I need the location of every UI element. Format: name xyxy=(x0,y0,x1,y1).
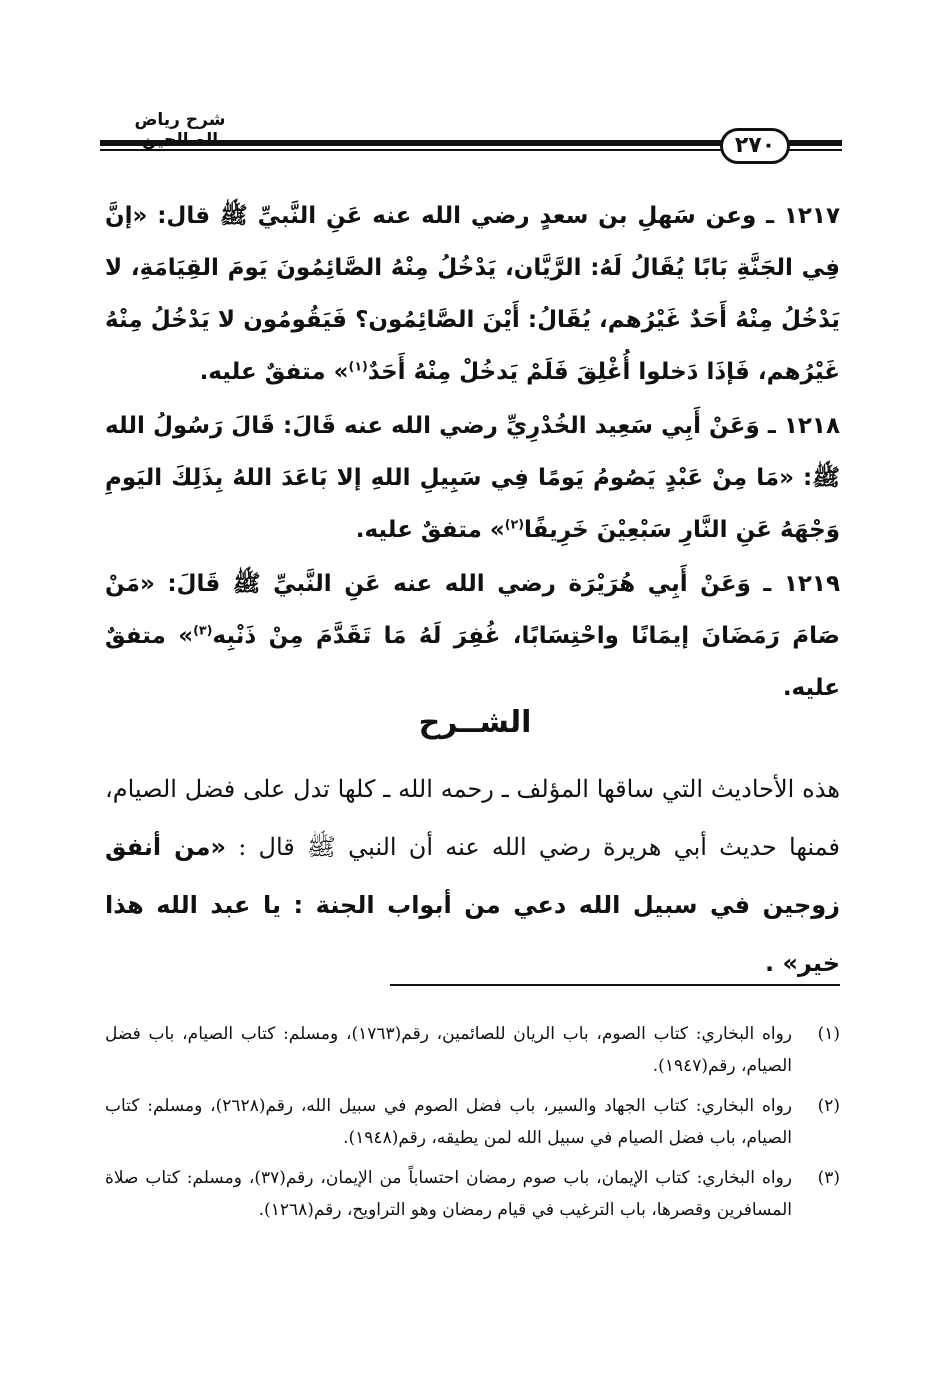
footnote-text: رواه البخاري: كتاب الصوم، باب الريان للصائمين، رقم(١٧٦٣)، ومسلم: كتاب الصيام، باب فضل الصيام، رقم(١٩٤٧). xyxy=(105,1024,793,1076)
hadith-number: ١٢١٨ xyxy=(783,413,840,439)
footnote-separator xyxy=(390,984,840,986)
footnotes xyxy=(105,1018,840,1234)
hadith-number: ١٢١٩ xyxy=(783,571,840,597)
sharh-heading: الشــرح xyxy=(418,705,532,740)
sharh-quote: «من أنفق زوجين في سبيل الله دعي من أبواب الجنة : يا عبد الله هذا خير» . xyxy=(105,833,840,977)
sharh-section xyxy=(105,760,840,992)
sharh-paragraph xyxy=(105,760,840,992)
footnote-1 xyxy=(105,1018,840,1082)
footnote-text: رواه البخاري: كتاب الإيمان، باب صوم رمضان احتساباً من الإيمان، رقم(٣٧)، ومسلم: كتاب صلاة المسافرين وقصرها، باب الترغيب في قيام رمضان وهو التراويح، رقم(١٢٦٨). xyxy=(105,1168,792,1220)
hadith-text: ـ وَعَنْ أَبِي هُرَيْرَة رضي الله عنه عَنِ النَّبيِّ ﷺ قَالَ: «مَنْ صَامَ رَمَضَانَ إيمَانًا واحْتِسَابًا، غُفِرَ لَهُ مَا تَقَدَّمَ مِنْ ذَنْبِه xyxy=(105,571,840,649)
hadith-ending: » متفقٌ عليه. xyxy=(355,517,505,543)
footnote-number: (١) xyxy=(817,1024,840,1044)
footnote-text: رواه البخاري: كتاب الجهاد والسير، باب فضل الصوم في سبيل الله، رقم(٢٦٢٨)، ومسلم: كتاب الصيام، باب فضل الصيام في سبيل الله لمن يطيقه، رقم(١٩٤٨). xyxy=(105,1096,793,1148)
footnote-ref: (٢) xyxy=(504,516,524,532)
header-rule-left-thick xyxy=(100,140,725,146)
hadith-1218 xyxy=(105,400,840,556)
page-number: ٢٧٠ xyxy=(720,128,790,164)
hadith-ending: » متفقٌ عليه. xyxy=(105,623,840,701)
footnote-3 xyxy=(105,1162,840,1226)
footnote-ref: (٣) xyxy=(193,622,213,638)
footnote-number: (٢) xyxy=(817,1096,840,1116)
hadith-ending: » متفقٌ عليه. xyxy=(199,359,349,385)
header-rule-right-thick xyxy=(785,140,842,146)
header-rule-right-thin xyxy=(785,149,842,151)
hadith-text: ـ وعن سَهلِ بن سعدٍ رضي الله عنه عَنِ النَّبيِّ ﷺ قال: «إنَّ فِي الجَنَّةِ بَابًا يُقَالُ لَهُ: الرَّيَّان، يَدْخُلُ مِنْهُ الصَّائِمُونَ يَومَ القِيَامَةِ، لا يَدْخُلُ مِنْهُ أَحَدٌ غَيْرُهم، يُقَالُ: أَيْنَ الصَّائِمُون؟ فَيَقُومُون لا يَدْخُلُ مِنْهُ غَيْرُهم، فَإذَا دَخلوا أُغْلِقَ فَلَمْ يَدخُلْ مِنْهُ أَحَدٌ xyxy=(105,203,840,385)
hadith-text: ـ وَعَنْ أَبِي سَعِيد الخُدْرِيِّ رضي الله عنه قَالَ: قَالَ رَسُولُ الله ﷺ: «مَا مِنْ عَبْدٍ يَصُومُ يَومًا فِي سَبِيلِ اللهِ إلا بَاعَدَ اللهُ بِذَلِكَ اليَومِ وَجْهَهُ عَنِ النَّارِ سَبْعِيْنَ خَرِيفًا xyxy=(105,413,840,543)
hadith-1217 xyxy=(105,190,840,398)
hadith-1219 xyxy=(105,558,840,714)
footnote-number: (٣) xyxy=(817,1168,840,1188)
footnote-ref: (١) xyxy=(348,358,368,374)
header-rule-left-thin xyxy=(100,149,725,151)
footnote-2 xyxy=(105,1090,840,1154)
hadith-number: ١٢١٧ xyxy=(783,203,840,229)
running-header-title: شرح رياض xyxy=(134,110,226,130)
hadith-section xyxy=(105,190,840,714)
sharh-text: هذه الأحاديث التي ساقها المؤلف ـ رحمه الله ـ كلها تدل على فضل الصيام، فمنها حديث أبي هريرة رضي الله عنه أن النبي ﷺ قال : xyxy=(105,775,840,861)
